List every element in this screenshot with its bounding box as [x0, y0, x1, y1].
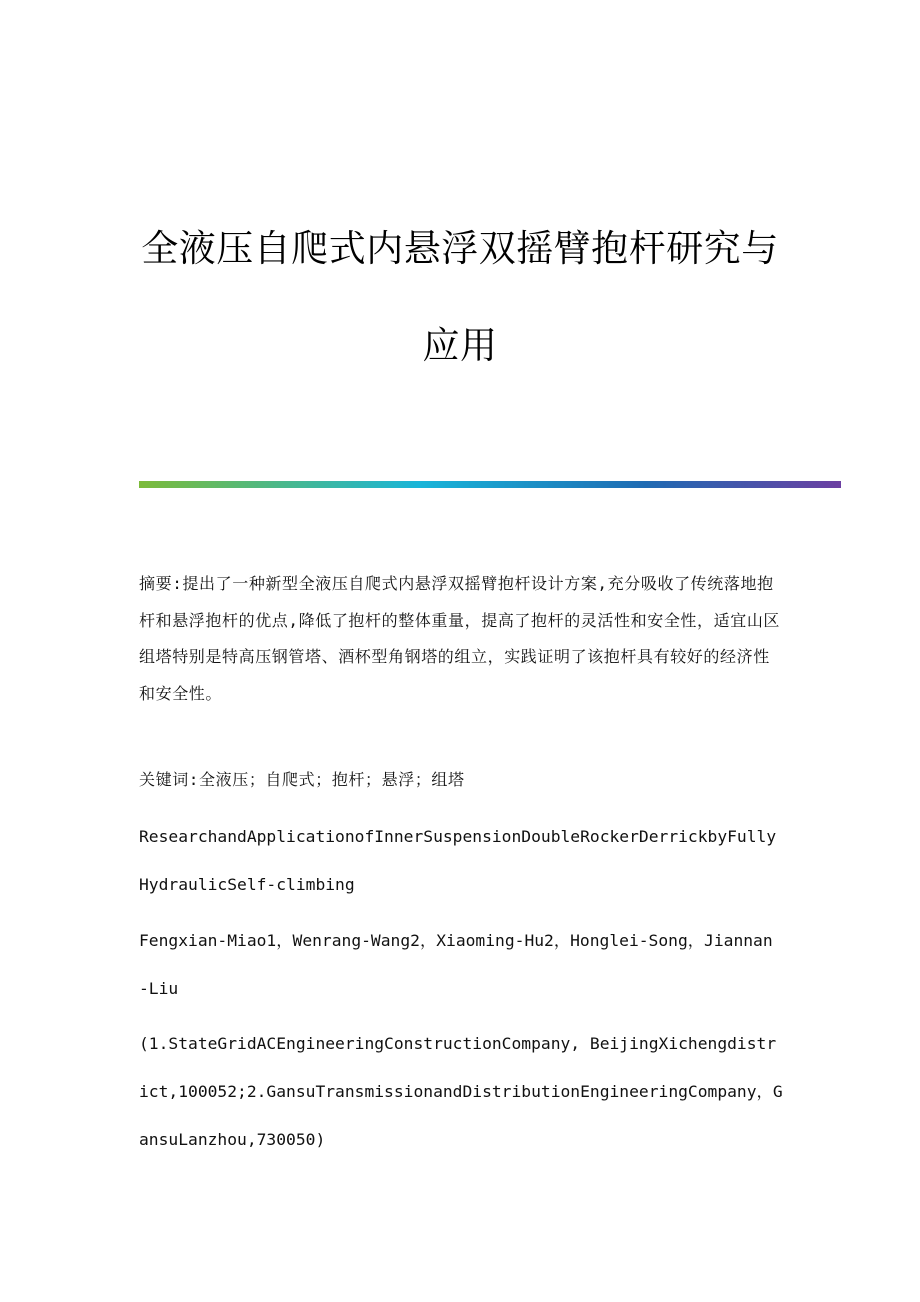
- english-affiliations: (1.StateGridACEngineeringConstructionCompany, BeijingXichengdistrict,100052;2.GansuTransmissionandDistributionEngineeringCompany，GansuLanzhou,730050): [139, 1034, 783, 1149]
- gradient-divider: [139, 481, 841, 488]
- english-title: ResearchandApplicationofInnerSuspensionDoubleRockerDerrickbyFullyHydraulicSelf-climbing: [139, 827, 777, 894]
- page-title-line-2: 应用: [422, 324, 498, 367]
- english-authors: Fengxian-Miao1，Wenrang-Wang2，Xiaoming-Hu2，Honglei-Song，Jiannan-Liu: [139, 931, 773, 998]
- keywords-line: 关键词:全液压；自爬式；抱杆；悬浮；组塔: [139, 770, 465, 789]
- page-title-line-1: 全液压自爬式内悬浮双摇臂抱杆研究与: [141, 227, 779, 270]
- abstract-paragraph: 摘要:提出了一种新型全液压自爬式内悬浮双摇臂抱杆设计方案,充分吸收了传统落地抱杆和悬浮抱杆的优点,降低了抱杆的整体重量，提高了抱杆的灵活性和安全性，适宜山区组塔特别是特高压钢管塔、酒杯型角钢塔的组立，实践证明了该抱杆具有较好的经济性和安全性。: [139, 574, 781, 703]
